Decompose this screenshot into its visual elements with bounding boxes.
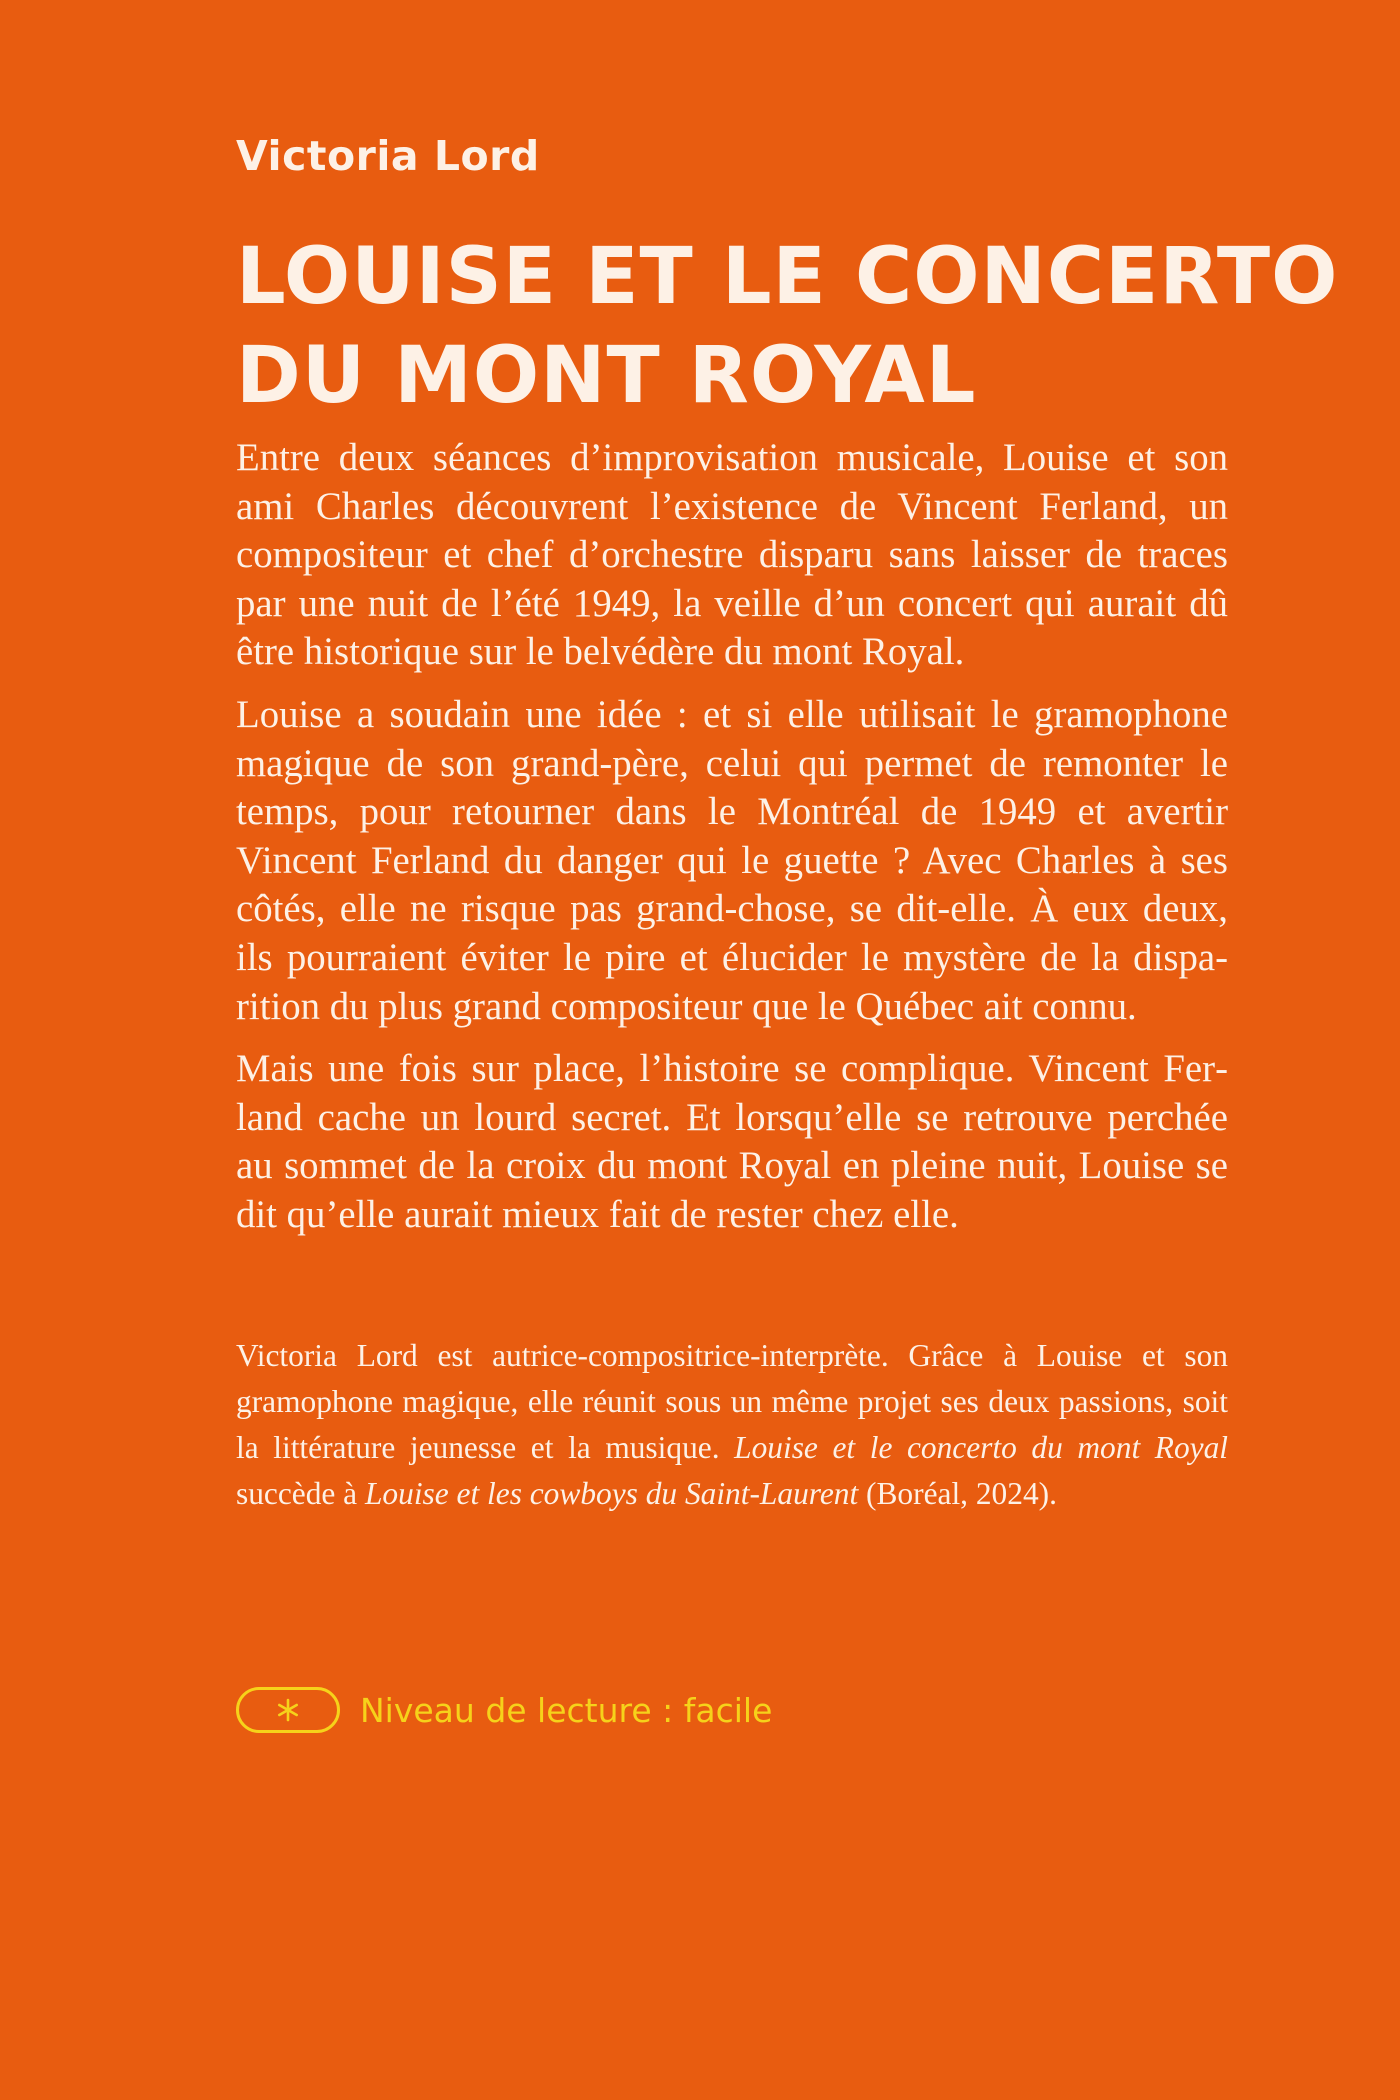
author-name: Victoria Lord — [236, 132, 540, 180]
book-title-line-2: DU MONT ROYAL — [236, 331, 977, 421]
author-bio — [236, 1333, 1228, 1517]
summary-paragraph-1: Entre deux séances d’improvisation musicale, Louise et son ami Charles découvrent l’existence de Vincent Ferland, un compositeur et chef d’orchestre disparu sans laisser de traces par une nuit de l’été 1949, la veille d’un concert qui aurait dû être historique sur le belvédère du mont Royal. — [236, 436, 1228, 674]
reading-level — [236, 1687, 772, 1733]
book-title — [236, 228, 1339, 426]
back-cover — [236, 0, 1339, 2100]
bio-book-title-2: Louise et les cowboys du Saint-Laurent — [364, 1476, 859, 1511]
reading-level-label: Niveau de lecture : facile — [360, 1690, 773, 1730]
bio-book-title-1: Louise et le concerto du mont Royal — [734, 1430, 1228, 1465]
book-summary — [236, 434, 1228, 1254]
star-icon — [276, 1698, 300, 1722]
bio-text-1: Victoria Lord est autrice-compositrice-interprète. Grâce à Louise et son gramophone magique, elle réunit sous un même projet ses deux passions, soit la littérature jeunesse et la musique. — [236, 1338, 1228, 1465]
reading-level-badge — [236, 1687, 340, 1733]
book-title-line-1: LOUISE ET LE CONCERTO — [236, 232, 1339, 322]
bio-text-2: succède à — [236, 1476, 365, 1511]
summary-paragraph-2: Louise a soudain une idée : et si elle utilisait le gramophone magique de son grand-père, celui qui permet de remonter le temps, pour retourner dans le Montréal de 1949 et avertir Vincent Ferland du danger qui le guette ? Avec Charles à ses côtés, elle ne risque pas grand-chose, se dit-elle. À eux deux, ils pourraient éviter le pire et élucider le mystère de la disparition du plus grand compositeur que le Québec ait connu. — [236, 692, 1228, 1028]
summary-paragraph-3: Mais une fois sur place, l’histoire se complique. Vincent Ferland cache un lourd secret. Et lorsqu’elle se retrouve perchée au sommet de la croix du mont Royal en pleine nuit, Louise se dit qu’elle aurait mieux fait de rester chez elle. — [236, 1047, 1228, 1236]
bio-text-3: (Boréal, 2024). — [858, 1476, 1057, 1511]
